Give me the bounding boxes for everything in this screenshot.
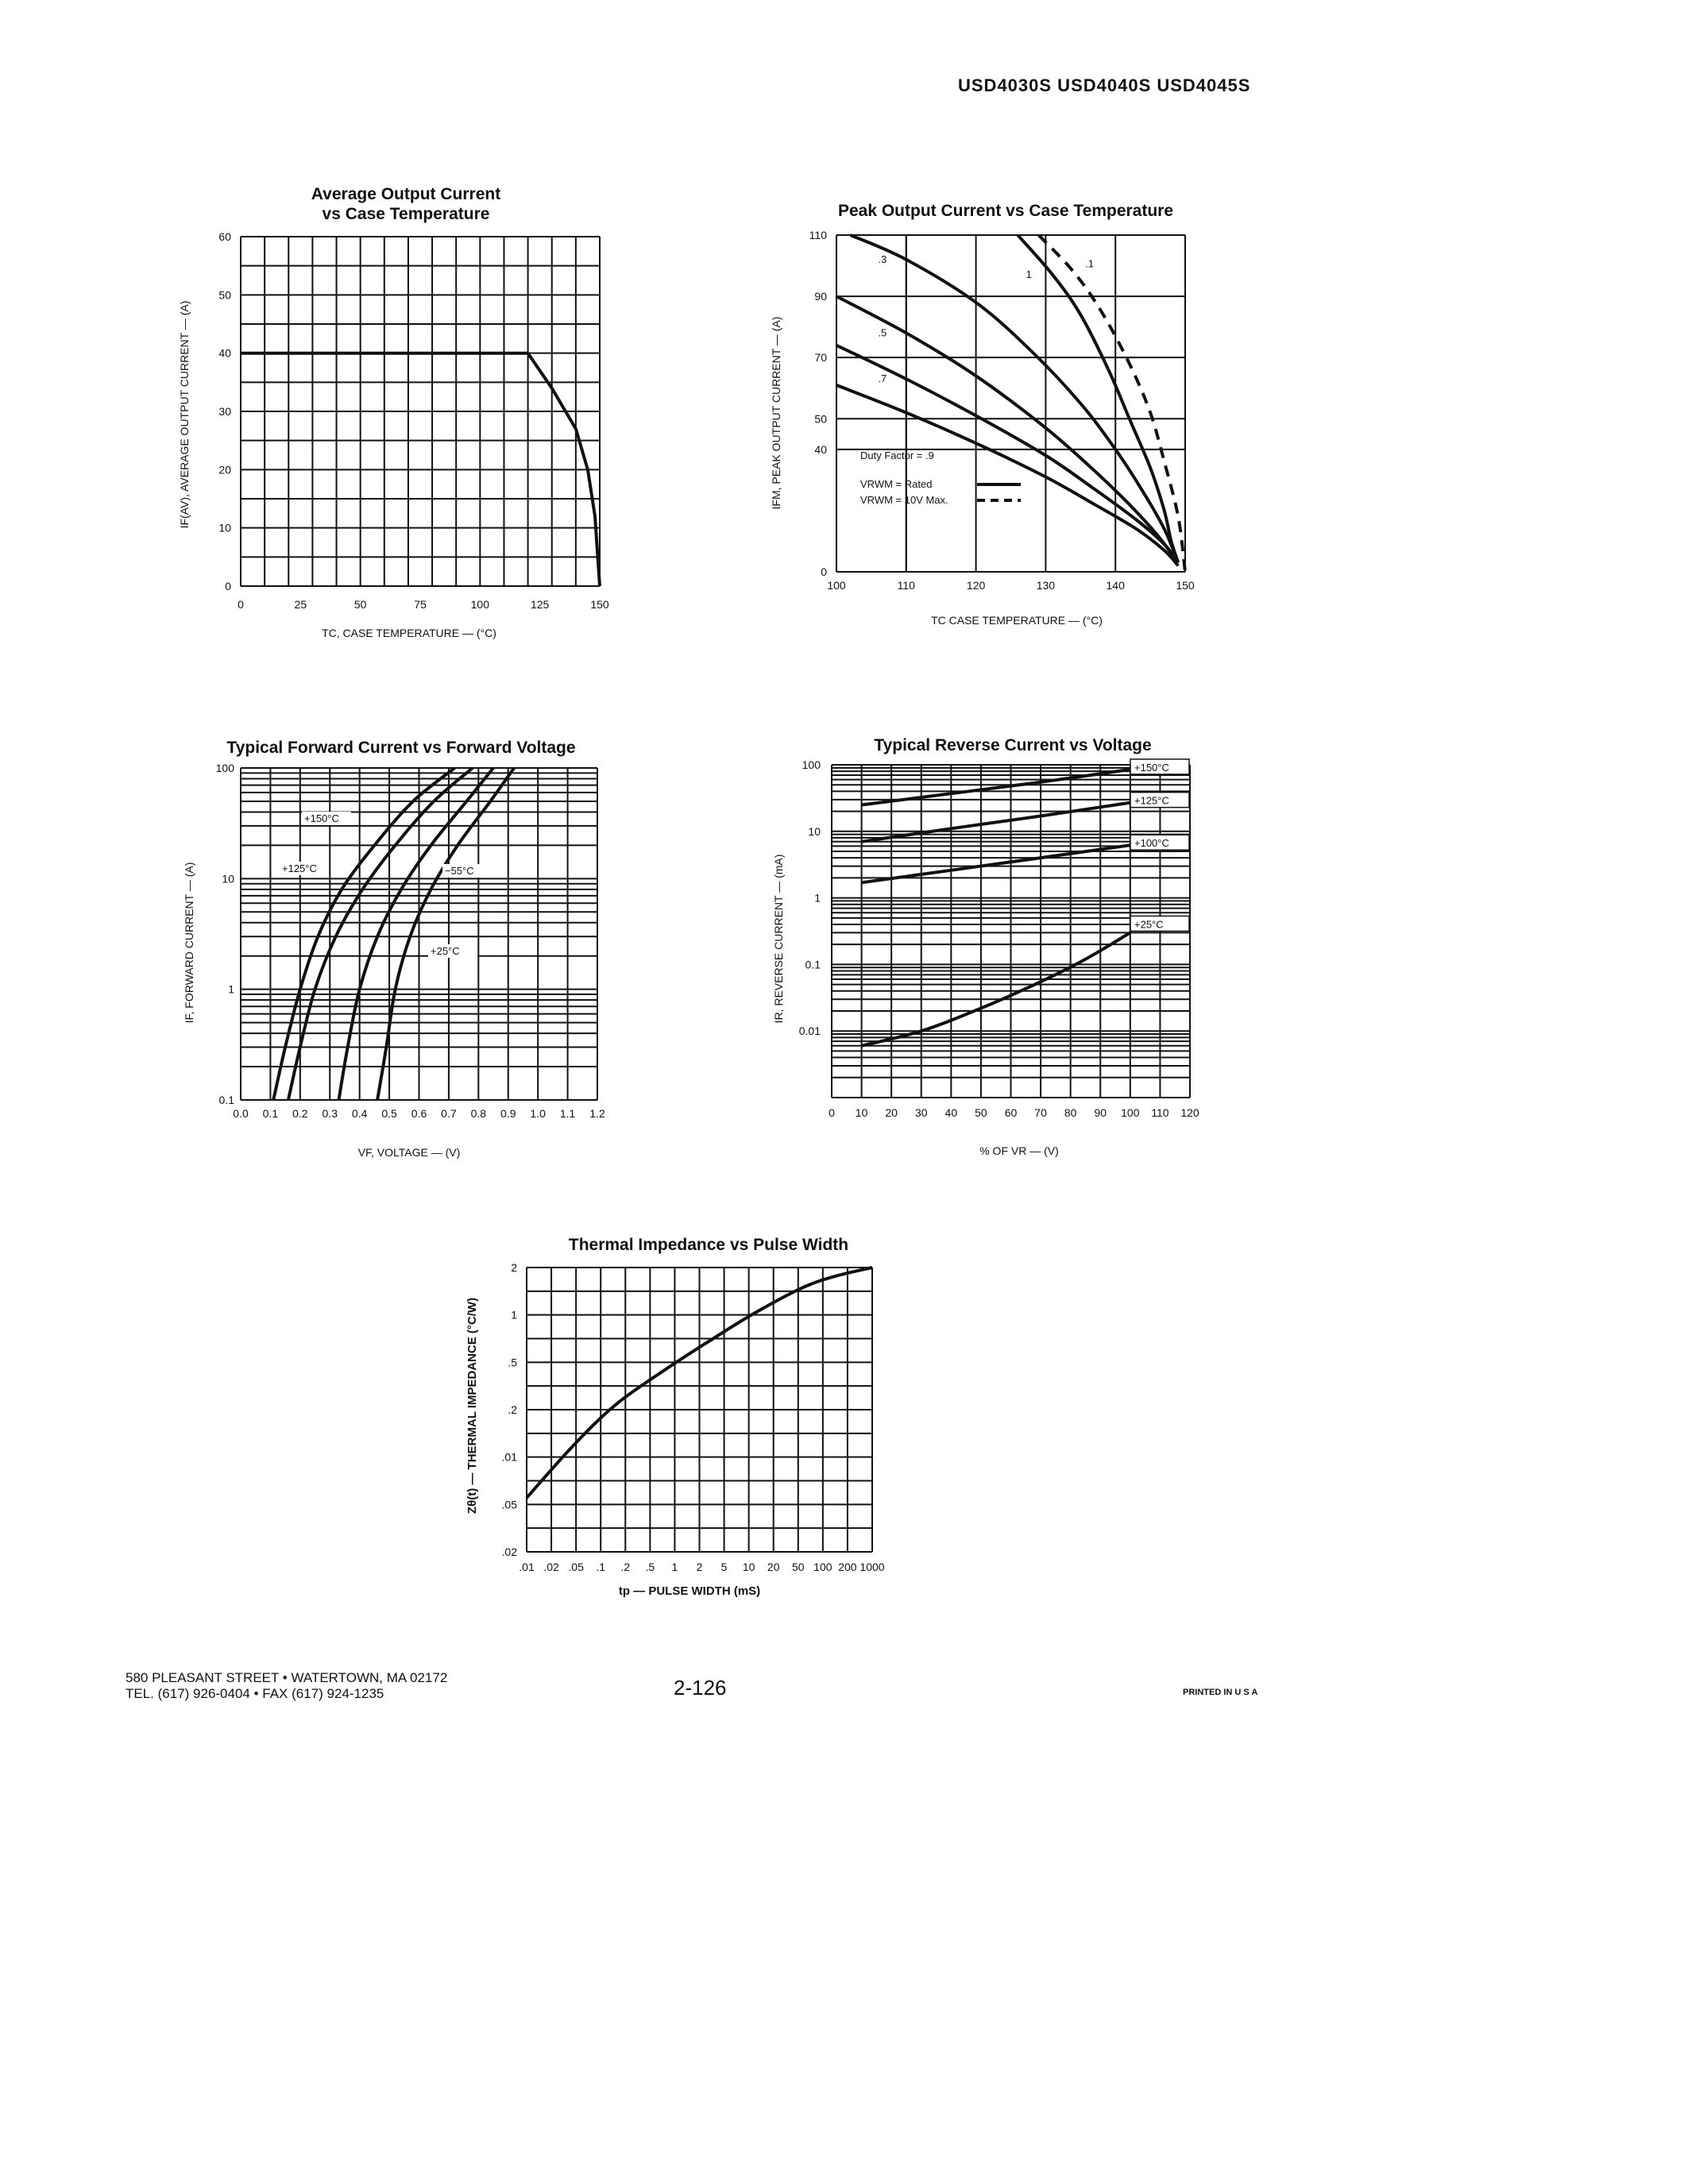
x-axis-label: % OF VR — (V) xyxy=(979,1144,1059,1157)
y-tick-label: 0.1 xyxy=(218,1094,234,1106)
ticks xyxy=(799,758,1199,1119)
y-axis-label: IF, FORWARD CURRENT — (A) xyxy=(183,862,195,1024)
x-tick-label: 150 xyxy=(590,598,609,611)
x-axis-label: VF, VOLTAGE — (V) xyxy=(357,1146,461,1159)
y-axis-label: IFM, PEAK OUTPUT CURRENT — (A) xyxy=(770,316,782,510)
x-tick-label: 75 xyxy=(414,598,427,611)
x-axis-label: tp — PULSE WIDTH (mS) xyxy=(618,1584,761,1598)
y-tick-label: 0 xyxy=(225,580,231,592)
y-tick-label: 0 xyxy=(821,565,827,578)
y-tick-label: 110 xyxy=(809,229,827,241)
x-tick-label: 50 xyxy=(975,1106,987,1119)
x-tick-label: 120 xyxy=(1180,1106,1199,1119)
y-tick-label: 1 xyxy=(511,1308,517,1322)
x-tick-label: 0.6 xyxy=(411,1107,427,1120)
y-tick-label: 20 xyxy=(218,463,231,477)
y-tick-label: 0.1 xyxy=(805,958,821,971)
y-tick-label: 50 xyxy=(814,412,827,426)
x-tick-label: .01 xyxy=(519,1561,535,1573)
x-tick-label: 0.4 xyxy=(351,1107,368,1120)
y-tick-label: .5 xyxy=(508,1356,517,1369)
y-tick-label: 1 xyxy=(228,982,234,996)
ticks xyxy=(809,229,1195,592)
curve-label: +25°C xyxy=(431,945,460,957)
y-tick-label: .02 xyxy=(501,1545,517,1558)
x-tick-label: 2 xyxy=(696,1561,703,1573)
x-tick-label: 0.8 xyxy=(470,1107,487,1120)
y-tick-label: .01 xyxy=(501,1450,517,1464)
curve-reverse xyxy=(862,803,1130,842)
curve-label: +150°C xyxy=(304,812,339,824)
x-tick-label: 100 xyxy=(827,579,846,592)
x-tick-label: 0 xyxy=(238,598,244,611)
x-tick-label: 90 xyxy=(1094,1106,1107,1119)
y-tick-label: .05 xyxy=(501,1498,517,1511)
x-tick-label: 70 xyxy=(1034,1106,1047,1119)
grid xyxy=(241,237,600,586)
x-tick-label: 0 xyxy=(829,1106,835,1119)
legend-rated: VRWM = Rated xyxy=(860,478,933,490)
x-tick-label: 150 xyxy=(1176,579,1195,592)
chart-title: Typical Forward Current vs Forward Voltage xyxy=(226,739,576,757)
x-tick-label: 10 xyxy=(855,1106,868,1119)
x-tick-label: 125 xyxy=(530,598,550,611)
curve-label: .7 xyxy=(878,372,887,385)
x-tick-label: 110 xyxy=(897,579,915,592)
printed-in-usa: PRINTED IN U S A xyxy=(1183,1688,1258,1697)
y-tick-label: 100 xyxy=(802,758,821,771)
x-tick-label: 0.1 xyxy=(262,1107,279,1120)
curve-forward xyxy=(339,768,494,1100)
chart-title: Thermal Impedance vs Pulse Width xyxy=(568,1236,849,1254)
ticks xyxy=(502,1261,885,1573)
curve-label: −55°C xyxy=(445,865,474,877)
x-tick-label: 0.9 xyxy=(500,1107,516,1120)
x-tick-label: 100 xyxy=(813,1561,832,1573)
curves xyxy=(836,235,1185,572)
chart-title: Typical Reverse Current vs Voltage xyxy=(874,736,1152,754)
x-tick-label: 1.1 xyxy=(559,1107,576,1120)
x-tick-label: 1 xyxy=(671,1561,678,1573)
curve-label: +125°C xyxy=(1134,794,1169,807)
curve-label: +100°C xyxy=(1134,837,1169,850)
legend-heading: Duty Factor = .9 xyxy=(860,450,934,461)
peak-output-current-chart xyxy=(763,199,1239,643)
reverse-current-chart xyxy=(767,731,1243,1175)
curve-label: .3 xyxy=(878,253,887,265)
x-tick-label: 40 xyxy=(944,1106,958,1119)
y-tick-label: 30 xyxy=(218,405,231,418)
y-axis-label: IF(AV), AVERAGE OUTPUT CURRENT — (A) xyxy=(178,300,191,529)
chart-title-line1: Average Output Current xyxy=(311,185,501,203)
y-tick-label: 10 xyxy=(218,521,231,534)
chart-title-line2: vs Case Temperature xyxy=(322,205,490,223)
x-tick-label: 1.0 xyxy=(530,1107,546,1120)
x-tick-label: 5 xyxy=(720,1561,728,1573)
x-tick-label: 0.5 xyxy=(381,1107,397,1120)
x-tick-label: 0.3 xyxy=(322,1107,338,1120)
chart-title: Peak Output Current vs Case Temperature xyxy=(837,202,1174,220)
x-tick-label: 100 xyxy=(470,598,490,611)
y-tick-label: 40 xyxy=(218,346,231,360)
y-tick-label: 70 xyxy=(814,351,827,365)
curve-label: +150°C xyxy=(1134,761,1169,774)
x-tick-label: 130 xyxy=(1036,579,1056,592)
curve-label: .5 xyxy=(878,326,887,339)
x-tick-label: 30 xyxy=(914,1106,928,1119)
x-tick-label: .02 xyxy=(543,1561,559,1573)
y-tick-label: 10 xyxy=(808,824,821,838)
y-axis-label: IR, REVERSE CURRENT — (mA) xyxy=(772,854,785,1024)
x-tick-label: .1 xyxy=(596,1561,606,1573)
y-tick-label: 50 xyxy=(218,288,231,302)
y-tick-label: 60 xyxy=(218,230,231,243)
x-tick-label: 60 xyxy=(1004,1106,1018,1119)
x-axis-label: TC CASE TEMPERATURE — (°C) xyxy=(931,614,1103,627)
x-tick-label: .05 xyxy=(568,1561,584,1573)
x-tick-label: 0.0 xyxy=(233,1107,249,1120)
address-line-1: 580 PLEASANT STREET • WATERTOWN, MA 02172 xyxy=(126,1670,448,1685)
y-tick-label: 100 xyxy=(215,762,234,774)
x-tick-label: 50 xyxy=(791,1561,805,1573)
curve-labels xyxy=(878,253,1094,384)
x-tick-label: 120 xyxy=(966,579,986,592)
page-number: 2-126 xyxy=(674,1676,727,1700)
y-tick-label: 1 xyxy=(814,891,821,905)
x-tick-label: 25 xyxy=(294,598,307,611)
avg-output-current-chart xyxy=(171,183,616,659)
x-axis-label: TC, CASE TEMPERATURE — (°C) xyxy=(322,627,496,639)
address-line-2: TEL. (617) 926-0404 • FAX (617) 924-1235 xyxy=(126,1686,384,1701)
y-tick-label: 2 xyxy=(511,1261,517,1274)
y-tick-label: 0.01 xyxy=(798,1024,821,1038)
curve-reverse xyxy=(862,932,1130,1045)
x-tick-label: 110 xyxy=(1151,1106,1169,1119)
x-tick-label: 1.2 xyxy=(589,1107,605,1120)
x-tick-label: 140 xyxy=(1106,579,1125,592)
grid xyxy=(527,1268,872,1552)
y-tick-label: .2 xyxy=(508,1403,517,1416)
x-tick-label: 200 xyxy=(838,1561,857,1573)
x-tick-label: .5 xyxy=(645,1561,655,1573)
y-tick-label: 40 xyxy=(814,442,827,456)
part-numbers-header: USD4030S USD4040S USD4045S xyxy=(958,75,1251,95)
grid xyxy=(836,235,1185,572)
y-tick-label: 10 xyxy=(222,872,234,886)
y-tick-label: 90 xyxy=(814,290,827,303)
x-tick-label: .2 xyxy=(620,1561,631,1573)
x-tick-label: 100 xyxy=(1121,1106,1140,1119)
curve-label: +25°C xyxy=(1134,918,1164,931)
thermal-impedance-chart xyxy=(445,1231,921,1612)
y-axis-label: Zθ(t) — THERMAL IMPEDANCE (°C/W) xyxy=(465,1297,479,1515)
x-tick-label: 1000 xyxy=(859,1561,885,1573)
legend-max: VRWM = 10V Max. xyxy=(860,494,948,506)
x-tick-label: 80 xyxy=(1064,1106,1077,1119)
curve-label: +125°C xyxy=(282,862,317,874)
curve-label: .1 xyxy=(1085,257,1094,270)
x-tick-label: 50 xyxy=(353,598,367,611)
legend xyxy=(860,450,1021,506)
x-tick-label: 0.7 xyxy=(441,1107,457,1120)
x-tick-label: 20 xyxy=(767,1561,780,1573)
x-tick-label: 20 xyxy=(885,1106,898,1119)
forward-current-chart xyxy=(171,735,632,1179)
x-tick-label: 0.2 xyxy=(292,1107,308,1120)
curve-label: 1 xyxy=(1026,268,1032,281)
x-tick-label: 10 xyxy=(742,1561,755,1573)
ticks xyxy=(218,230,608,611)
